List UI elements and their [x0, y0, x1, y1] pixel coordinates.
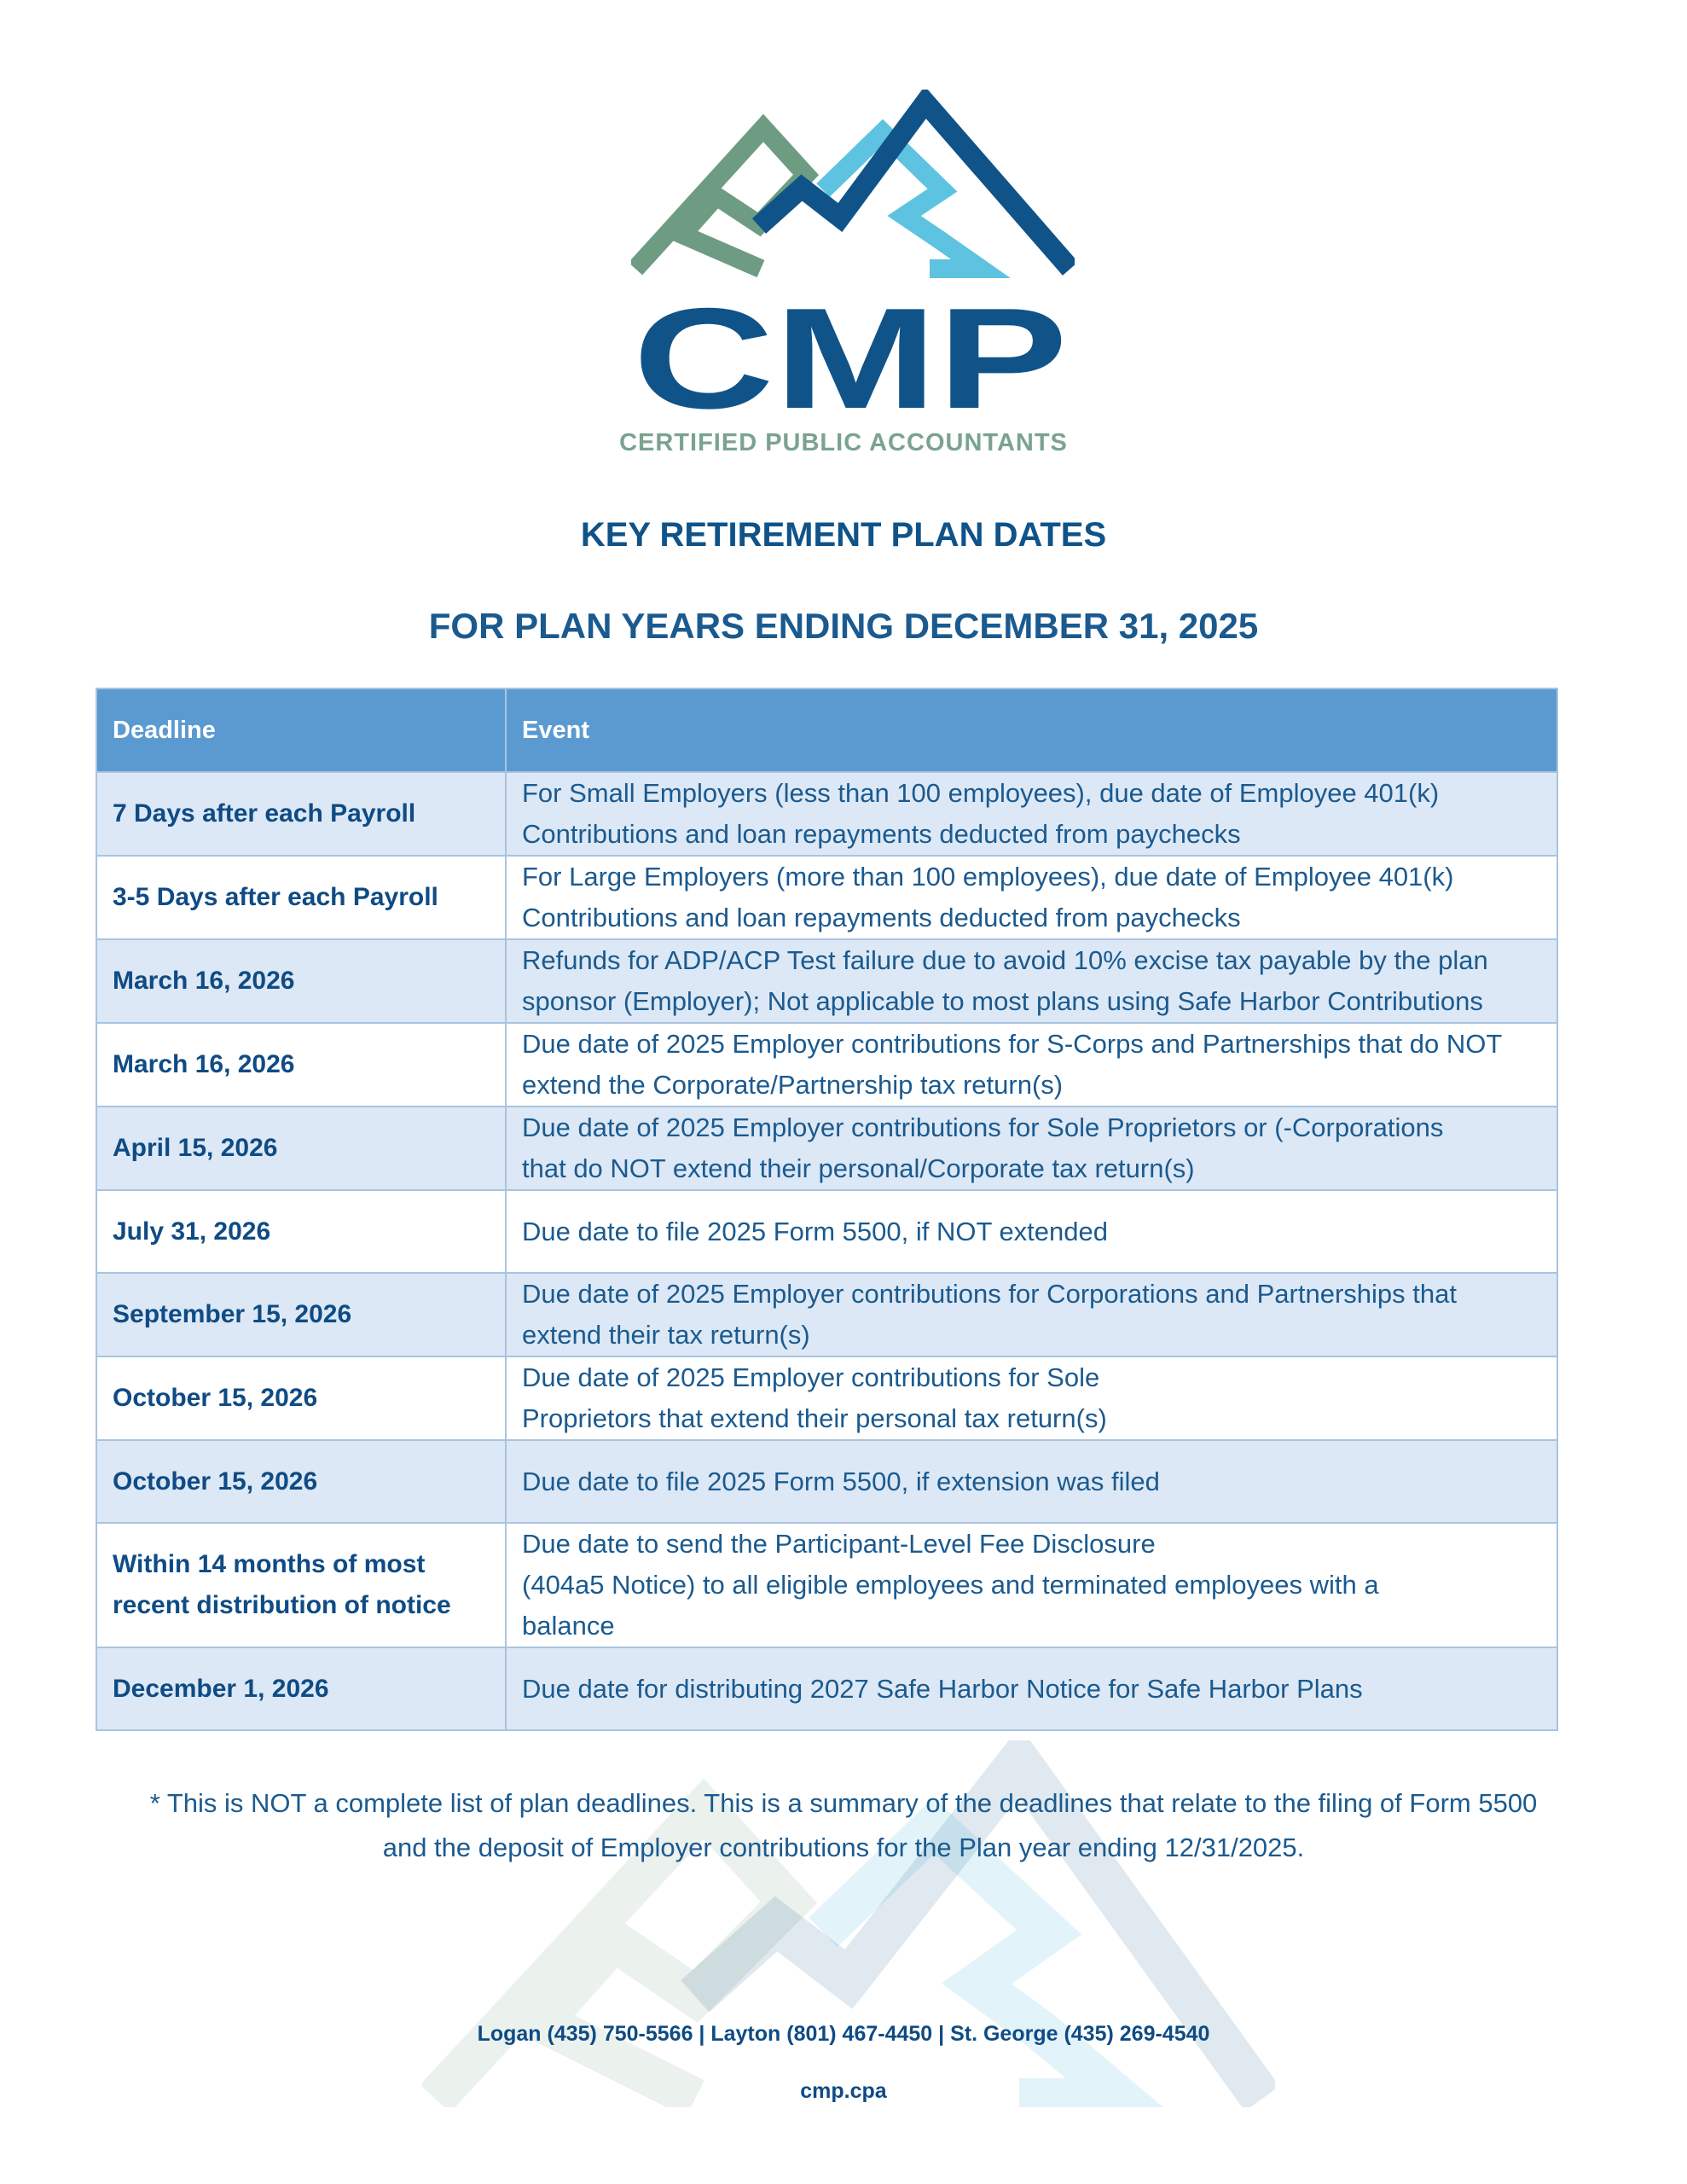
event-line: Due date for distributing 2027 Safe Harbor Notice for Safe Harbor Plans: [522, 1673, 1363, 1704]
event-cell: [506, 856, 1557, 939]
event-line: extend the Corporate/Partnership tax return(s): [522, 1070, 1064, 1100]
cmp-wordmark: [629, 299, 1072, 418]
table-row: [96, 856, 1557, 939]
event-line: Refunds for ADP/ACP Test failure due to avoid 10% excise tax payable by the plan: [522, 945, 1488, 975]
column-header-deadline: Deadline: [96, 688, 506, 772]
website-link[interactable]: cmp.cpa: [800, 2079, 887, 2103]
table-row: [96, 939, 1557, 1023]
deadline-cell: March 16, 2026: [96, 939, 506, 1023]
event-cell: [506, 1647, 1557, 1730]
disclaimer-line: * This is NOT a complete list of plan deadlines. This is a summary of the deadlines that relate to the filing of Form 5500: [149, 1788, 1538, 1818]
event-line: Due date of 2025 Employer contributions for S-Corps and Partnerships that do NOT: [522, 1029, 1503, 1059]
document-title: KEY RETIREMENT PLAN DATES: [580, 516, 1107, 554]
event-line: Due date of 2025 Employer contributions for Sole: [522, 1362, 1100, 1392]
brand-name: CMP: [633, 299, 1068, 418]
event-line: For Large Employers (more than 100 employees), due date of Employee 401(k): [522, 862, 1454, 892]
deadline-cell: [96, 1523, 506, 1647]
event-cell: [506, 772, 1557, 856]
event-cell: [506, 1273, 1557, 1356]
deadline-cell: March 16, 2026: [96, 1023, 506, 1107]
event-line: Contributions and loan repayments deducted from paychecks: [522, 819, 1241, 849]
mountain-logo-icon: [631, 90, 1075, 282]
event-line: sponsor (Employer); Not applicable to most plans using Safe Harbor Contributions: [522, 986, 1483, 1016]
table-row: [96, 1440, 1557, 1523]
disclaimer: [111, 1781, 1576, 1870]
event-line: For Small Employers (less than 100 employees), due date of Employee 401(k): [522, 778, 1440, 808]
table-row: [96, 1023, 1557, 1107]
table-row: [96, 1356, 1557, 1440]
event-cell: [506, 1356, 1557, 1440]
event-line: balance: [522, 1611, 615, 1641]
deadline-cell: October 15, 2026: [96, 1356, 506, 1440]
deadlines-table: [96, 688, 1558, 1731]
table-row: [96, 1647, 1557, 1730]
deadline-line: Within 14 months of most: [113, 1550, 426, 1578]
event-line: Contributions and loan repayments deducted from paychecks: [522, 903, 1241, 932]
company-logo: [0, 0, 1687, 478]
logo-tagline: CERTIFIED PUBLIC ACCOUNTANTS: [619, 429, 1068, 456]
table-row: [96, 1273, 1557, 1356]
document-subtitle: FOR PLAN YEARS ENDING DECEMBER 31, 2025: [428, 606, 1259, 646]
table-row: [96, 1190, 1557, 1273]
deadline-line: recent distribution of notice: [113, 1591, 451, 1619]
disclaimer-line: and the deposit of Employer contributions for the Plan year ending 12/31/2025.: [382, 1833, 1305, 1862]
table-row: [96, 772, 1557, 856]
event-line: Due date of 2025 Employer contributions for Sole Proprietors or (-Corporations: [522, 1112, 1444, 1142]
event-cell: [506, 1190, 1557, 1273]
event-cell: [506, 1523, 1557, 1647]
deadline-cell: December 1, 2026: [96, 1647, 506, 1730]
deadline-cell: 3-5 Days after each Payroll: [96, 856, 506, 939]
table-row: [96, 1107, 1557, 1190]
deadline-cell: April 15, 2026: [96, 1107, 506, 1190]
event-cell: [506, 1440, 1557, 1523]
deadline-cell: 7 Days after each Payroll: [96, 772, 506, 856]
column-header-event: Event: [506, 688, 1557, 772]
table-header-row: [96, 688, 1557, 772]
deadline-cell: July 31, 2026: [96, 1190, 506, 1273]
event-line: that do NOT extend their personal/Corporate tax return(s): [522, 1153, 1195, 1183]
event-cell: [506, 939, 1557, 1023]
event-line: Due date to send the Participant-Level Fee Disclosure: [522, 1529, 1156, 1559]
event-line: extend their tax return(s): [522, 1320, 810, 1350]
event-line: (404a5 Notice) to all eligible employees and terminated employees with a: [522, 1570, 1379, 1600]
contact-phones: Logan (435) 750-5566 | Layton (801) 467-4450 | St. George (435) 269-4540: [477, 2022, 1210, 2046]
table-row: [96, 1523, 1557, 1647]
event-cell: [506, 1023, 1557, 1107]
event-line: Due date to file 2025 Form 5500, if extension was filed: [522, 1466, 1160, 1496]
deadline-cell: September 15, 2026: [96, 1273, 506, 1356]
event-line: Due date of 2025 Employer contributions for Corporations and Partnerships that: [522, 1279, 1457, 1309]
event-line: Due date to file 2025 Form 5500, if NOT extended: [522, 1216, 1108, 1246]
event-line: Proprietors that extend their personal tax return(s): [522, 1403, 1107, 1433]
event-cell: [506, 1107, 1557, 1190]
deadline-cell: October 15, 2026: [96, 1440, 506, 1523]
